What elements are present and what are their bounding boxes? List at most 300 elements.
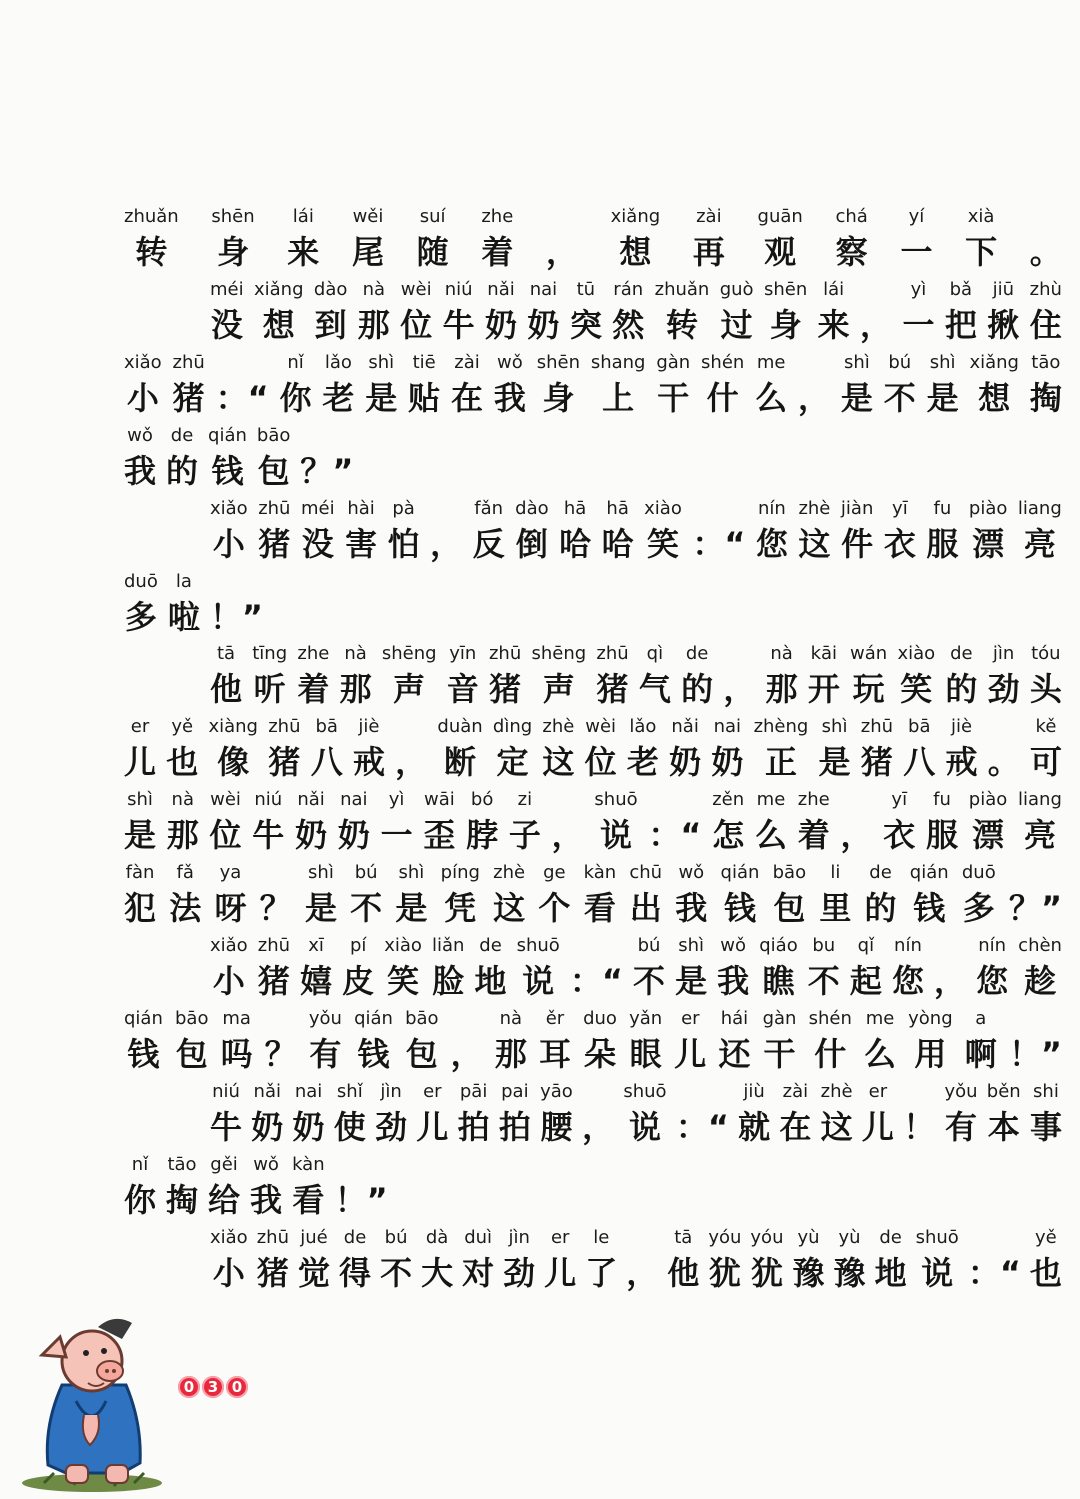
word-with-pinyin bbox=[489, 643, 521, 711]
page-number-digit: 3 bbox=[202, 1376, 224, 1398]
hanzi: 我 bbox=[717, 962, 750, 1000]
hanzi: 猪 bbox=[256, 1253, 289, 1292]
hanzi: 哈 bbox=[559, 524, 592, 563]
word-with-pinyin bbox=[717, 935, 749, 1003]
hanzi: ：“ bbox=[569, 962, 623, 1000]
word-with-pinyin bbox=[633, 935, 665, 1003]
hanzi: 奶 bbox=[251, 1107, 284, 1146]
hanzi: 犯 bbox=[124, 889, 157, 928]
pinyin: bó bbox=[470, 789, 494, 811]
word-with-pinyin bbox=[210, 1081, 242, 1149]
hanzi: ， bbox=[582, 1107, 615, 1146]
hanzi: 定 bbox=[496, 743, 529, 782]
text-line bbox=[124, 352, 1062, 420]
word-with-pinyin bbox=[708, 1227, 741, 1295]
hanzi: 这 bbox=[542, 743, 575, 782]
pinyin: ge bbox=[543, 862, 566, 884]
word-with-pinyin bbox=[759, 935, 797, 1003]
hanzi: 八 bbox=[903, 743, 936, 782]
hanzi: 是 bbox=[124, 816, 157, 855]
hanzi: ， bbox=[626, 1253, 659, 1292]
hanzi: 啊 bbox=[964, 1034, 997, 1073]
punctuation bbox=[216, 352, 269, 420]
word-with-pinyin bbox=[257, 425, 290, 493]
word-with-pinyin bbox=[382, 643, 437, 711]
page-number bbox=[178, 1376, 248, 1398]
pinyin: zhe bbox=[797, 789, 830, 811]
word-with-pinyin bbox=[903, 716, 935, 784]
word-with-pinyin bbox=[656, 352, 690, 420]
pinyin: zhū bbox=[268, 716, 301, 738]
hanzi: 还 bbox=[718, 1034, 751, 1073]
pinyin: qǐ bbox=[857, 935, 875, 956]
hanzi: 倒 bbox=[515, 524, 548, 563]
pinyin: kàn bbox=[292, 1153, 325, 1175]
hanzi: 贴 bbox=[408, 378, 441, 417]
pinyin: yǒu bbox=[308, 1007, 342, 1029]
pinyin: wāi bbox=[423, 789, 455, 811]
pinyin: le bbox=[593, 1226, 610, 1248]
pinyin: jiàn bbox=[840, 497, 874, 519]
text-line bbox=[210, 1081, 1062, 1149]
pinyin: shi bbox=[1033, 1080, 1059, 1102]
hanzi: 位 bbox=[584, 743, 617, 782]
word-with-pinyin bbox=[808, 643, 840, 711]
hanzi: 小 bbox=[212, 962, 245, 1000]
hanzi: 随 bbox=[416, 233, 449, 271]
punctuation bbox=[988, 716, 1020, 784]
pinyin: qián bbox=[208, 424, 247, 446]
word-with-pinyin bbox=[755, 789, 787, 857]
pinyin: jué bbox=[300, 1226, 328, 1248]
word-with-pinyin bbox=[675, 862, 707, 930]
pinyin: zhèng bbox=[753, 716, 809, 738]
word-with-pinyin bbox=[124, 1008, 163, 1076]
hanzi: 我 bbox=[675, 889, 708, 928]
word-with-pinyin bbox=[311, 716, 343, 784]
word-with-pinyin bbox=[754, 716, 809, 784]
pinyin: niú bbox=[254, 789, 283, 811]
pinyin: lǎo bbox=[629, 716, 657, 738]
hanzi: 那 bbox=[339, 670, 372, 709]
hanzi: 皮 bbox=[342, 962, 375, 1000]
word-with-pinyin bbox=[542, 716, 574, 784]
hanzi: 住 bbox=[1029, 305, 1062, 344]
hanzi: 什 bbox=[706, 378, 739, 417]
word-with-pinyin bbox=[515, 498, 548, 566]
word-with-pinyin bbox=[841, 498, 873, 566]
word-with-pinyin bbox=[447, 643, 479, 711]
word-with-pinyin bbox=[493, 716, 532, 784]
pinyin: yì bbox=[388, 789, 405, 811]
word-with-pinyin bbox=[544, 1227, 576, 1295]
hanzi: 然 bbox=[612, 305, 645, 344]
pinyin: wèi bbox=[400, 278, 432, 300]
hanzi: 身 bbox=[216, 233, 249, 271]
word-with-pinyin bbox=[1018, 935, 1062, 1003]
word-with-pinyin bbox=[738, 1081, 770, 1149]
pinyin: wǒ bbox=[720, 935, 747, 956]
hanzi: ？ bbox=[264, 1034, 297, 1073]
hanzi: 尾 bbox=[351, 233, 384, 271]
pinyin: pí bbox=[349, 935, 367, 956]
pinyin: jiū bbox=[992, 278, 1014, 300]
word-with-pinyin bbox=[400, 279, 432, 347]
hanzi: 一 bbox=[380, 816, 413, 855]
word-with-pinyin bbox=[969, 498, 1007, 566]
pinyin: tā bbox=[216, 643, 236, 665]
pinyin: shēng bbox=[381, 643, 437, 665]
pinyin: pà bbox=[392, 497, 415, 519]
word-with-pinyin bbox=[338, 789, 370, 857]
pinyin: ma bbox=[222, 1007, 251, 1029]
word-with-pinyin bbox=[405, 1008, 438, 1076]
hanzi: ？ bbox=[259, 889, 292, 928]
word-with-pinyin bbox=[295, 789, 327, 857]
word-with-pinyin bbox=[926, 789, 958, 857]
pinyin: bāo bbox=[405, 1007, 439, 1029]
hanzi: ， bbox=[723, 670, 756, 709]
word-with-pinyin bbox=[175, 1008, 208, 1076]
hanzi: 钱 bbox=[211, 451, 244, 490]
hanzi: 法 bbox=[169, 889, 202, 928]
hanzi: 奶 bbox=[292, 1107, 325, 1146]
word-with-pinyin bbox=[353, 716, 385, 784]
word-with-pinyin bbox=[862, 1081, 894, 1149]
pinyin: kě bbox=[1035, 716, 1057, 738]
word-with-pinyin bbox=[1030, 1081, 1062, 1149]
word-with-pinyin bbox=[380, 1227, 412, 1295]
word-with-pinyin bbox=[305, 862, 337, 930]
pinyin: xiàng bbox=[208, 716, 258, 738]
pinyin: zhè bbox=[820, 1080, 853, 1102]
hanzi: 呀 bbox=[214, 889, 247, 928]
pinyin: xiǎng bbox=[969, 351, 1019, 373]
hanzi: 来 bbox=[287, 233, 320, 271]
hanzi: 多 bbox=[124, 597, 157, 636]
word-with-pinyin bbox=[210, 1227, 248, 1295]
pinyin: wǒ bbox=[678, 862, 705, 884]
hanzi: ， bbox=[430, 524, 463, 563]
pinyin: piào bbox=[968, 497, 1008, 519]
word-with-pinyin bbox=[350, 862, 382, 930]
pinyin: a bbox=[975, 1007, 987, 1029]
hanzi: 头 bbox=[1029, 670, 1062, 709]
word-with-pinyin bbox=[257, 1227, 289, 1295]
word-with-pinyin bbox=[669, 716, 701, 784]
hanzi: ， bbox=[395, 743, 428, 782]
pinyin: duàn bbox=[437, 716, 483, 738]
hanzi: ！” bbox=[1008, 1034, 1062, 1073]
hanzi: 着 bbox=[797, 816, 830, 855]
pinyin: de bbox=[479, 935, 502, 956]
pinyin: de bbox=[950, 643, 973, 665]
pinyin: ěr bbox=[545, 1007, 565, 1029]
pinyin: gàn bbox=[656, 351, 691, 373]
word-with-pinyin bbox=[340, 643, 372, 711]
pinyin: qì bbox=[646, 643, 664, 665]
pinyin: yóu bbox=[708, 1226, 742, 1248]
pinyin: wěi bbox=[352, 206, 384, 227]
word-with-pinyin bbox=[301, 498, 335, 566]
hanzi: 。 bbox=[987, 743, 1020, 782]
pinyin: shì bbox=[127, 789, 153, 811]
hanzi: 钱 bbox=[127, 1034, 160, 1073]
word-with-pinyin bbox=[721, 862, 760, 930]
pinyin: zhū bbox=[257, 935, 291, 956]
pinyin: nai bbox=[294, 1080, 323, 1102]
pinyin: shuō bbox=[915, 1226, 959, 1248]
pinyin: hā bbox=[563, 497, 587, 519]
word-with-pinyin bbox=[210, 935, 248, 1003]
word-with-pinyin bbox=[384, 935, 422, 1003]
punctuation bbox=[1030, 206, 1062, 274]
hanzi: 儿 bbox=[416, 1107, 449, 1146]
word-with-pinyin bbox=[124, 1154, 156, 1222]
pinyin: dào bbox=[313, 278, 348, 300]
word-with-pinyin bbox=[166, 1154, 198, 1222]
pinyin: lái bbox=[823, 278, 845, 300]
punctuation bbox=[903, 1081, 935, 1149]
pinyin: fu bbox=[933, 497, 952, 519]
hanzi: 是 bbox=[304, 889, 337, 928]
pinyin: yù bbox=[838, 1226, 861, 1248]
word-with-pinyin bbox=[258, 935, 290, 1003]
hanzi: 不 bbox=[380, 1253, 413, 1292]
pinyin: fu bbox=[933, 789, 951, 811]
word-with-pinyin bbox=[841, 352, 873, 420]
pinyin: duo bbox=[583, 1007, 617, 1029]
hanzi: 猪 bbox=[257, 962, 290, 1000]
pinyin: shì bbox=[308, 862, 334, 884]
pinyin: fǎ bbox=[176, 862, 194, 884]
hanzi: 可 bbox=[1029, 743, 1062, 782]
word-with-pinyin bbox=[538, 862, 570, 930]
word-with-pinyin bbox=[897, 643, 935, 711]
word-with-pinyin bbox=[798, 789, 830, 857]
hanzi: ！ bbox=[903, 1107, 936, 1146]
pinyin: hài bbox=[347, 497, 375, 519]
text-line bbox=[124, 1008, 1062, 1076]
punctuation bbox=[676, 1081, 729, 1149]
hanzi: 脖 bbox=[466, 816, 499, 855]
pinyin: zhū bbox=[488, 643, 522, 665]
hanzi: 牛 bbox=[442, 305, 475, 344]
hanzi: 嬉 bbox=[300, 962, 333, 1000]
pinyin: me bbox=[865, 1007, 895, 1029]
hanzi: 想 bbox=[978, 378, 1011, 417]
pinyin: gěi bbox=[210, 1153, 238, 1175]
word-with-pinyin bbox=[210, 279, 244, 347]
hanzi: 大 bbox=[421, 1253, 454, 1292]
pinyin: nà bbox=[344, 643, 367, 665]
pinyin: suí bbox=[419, 206, 446, 227]
hanzi: 吗 bbox=[220, 1034, 253, 1073]
hanzi: 在 bbox=[779, 1107, 812, 1146]
word-with-pinyin bbox=[1030, 643, 1062, 711]
word-with-pinyin bbox=[1018, 789, 1062, 857]
hanzi: 么 bbox=[754, 816, 787, 855]
word-with-pinyin bbox=[612, 279, 644, 347]
word-with-pinyin bbox=[395, 862, 427, 930]
hanzi: 音 bbox=[446, 670, 479, 709]
hanzi: 这 bbox=[820, 1107, 853, 1146]
word-with-pinyin bbox=[916, 1227, 959, 1295]
punctuation bbox=[1009, 862, 1062, 930]
pinyin: jiè bbox=[950, 716, 973, 738]
pinyin: nà bbox=[362, 278, 386, 300]
word-with-pinyin bbox=[309, 1008, 342, 1076]
word-with-pinyin bbox=[674, 1008, 706, 1076]
pinyin: nai bbox=[713, 716, 742, 738]
word-with-pinyin bbox=[365, 352, 397, 420]
hanzi: 不 bbox=[807, 962, 840, 1000]
pinyin: hā bbox=[606, 497, 629, 519]
pinyin: wǒ bbox=[496, 351, 523, 373]
hanzi: 位 bbox=[400, 305, 433, 344]
word-with-pinyin bbox=[432, 935, 464, 1003]
hanzi: ， bbox=[840, 816, 873, 855]
hanzi: 下 bbox=[965, 233, 998, 271]
word-with-pinyin bbox=[539, 1008, 571, 1076]
word-with-pinyin bbox=[210, 643, 242, 711]
word-with-pinyin bbox=[375, 1081, 407, 1149]
hanzi: 在 bbox=[450, 378, 483, 417]
hanzi: 玩 bbox=[852, 670, 885, 709]
word-with-pinyin bbox=[763, 1008, 797, 1076]
hanzi: 干 bbox=[763, 1034, 796, 1073]
text-line bbox=[210, 498, 1062, 566]
pinyin: xiào bbox=[897, 643, 936, 665]
pinyin: shēng bbox=[531, 643, 587, 665]
pinyin: nín bbox=[757, 497, 786, 519]
word-with-pinyin bbox=[441, 862, 480, 930]
pinyin: zhū bbox=[258, 497, 291, 519]
hanzi: 八 bbox=[310, 743, 343, 782]
word-with-pinyin bbox=[1030, 716, 1062, 784]
hanzi: 再 bbox=[692, 233, 725, 271]
hanzi: 奶 bbox=[337, 816, 370, 855]
pinyin: wán bbox=[850, 643, 888, 665]
hanzi: 钱 bbox=[723, 889, 756, 928]
pinyin: nǎi bbox=[487, 278, 515, 300]
pinyin: nai bbox=[340, 789, 368, 811]
hanzi: 趁 bbox=[1024, 962, 1057, 1000]
word-with-pinyin bbox=[475, 935, 507, 1003]
punctuation bbox=[860, 279, 892, 347]
hanzi: 儿 bbox=[544, 1253, 577, 1292]
pinyin: bú bbox=[384, 1226, 408, 1248]
word-with-pinyin bbox=[124, 716, 156, 784]
pinyin: shì bbox=[398, 862, 425, 884]
hanzi: 牛 bbox=[210, 1107, 243, 1146]
hanzi: 漂 bbox=[972, 816, 1005, 855]
pinyin: er bbox=[868, 1080, 888, 1102]
word-with-pinyin bbox=[252, 643, 287, 711]
hanzi: 着 bbox=[297, 670, 330, 709]
word-with-pinyin bbox=[773, 862, 806, 930]
word-with-pinyin bbox=[611, 206, 661, 274]
pinyin: xià bbox=[967, 206, 995, 227]
hanzi: 的 bbox=[945, 670, 978, 709]
word-with-pinyin bbox=[892, 935, 924, 1003]
hanzi: 到 bbox=[314, 305, 347, 344]
hanzi: 说 bbox=[522, 962, 555, 1000]
word-with-pinyin bbox=[494, 352, 526, 420]
page-number-digit: 0 bbox=[226, 1376, 248, 1398]
word-with-pinyin bbox=[208, 716, 258, 784]
hanzi: 什 bbox=[814, 1034, 847, 1073]
hanzi: 劲 bbox=[503, 1253, 536, 1292]
pinyin: chá bbox=[835, 206, 868, 227]
pinyin: lái bbox=[292, 206, 314, 227]
pinyin: zhè bbox=[542, 716, 575, 738]
pinyin: duì bbox=[464, 1226, 493, 1248]
hanzi: 有 bbox=[309, 1034, 342, 1073]
pinyin: ya bbox=[219, 862, 242, 884]
hanzi: ， bbox=[934, 962, 967, 1000]
pinyin: bā bbox=[315, 716, 338, 738]
pinyin: liang bbox=[1018, 789, 1062, 811]
text-line bbox=[124, 862, 1062, 930]
word-with-pinyin bbox=[693, 206, 725, 274]
hanzi: 身 bbox=[769, 305, 802, 344]
pinyin: méi bbox=[210, 278, 244, 300]
hanzi: 眼 bbox=[629, 1034, 662, 1073]
hanzi: ？” bbox=[1008, 889, 1062, 928]
hanzi: 拍 bbox=[498, 1107, 531, 1146]
pinyin: nǐ bbox=[131, 1153, 149, 1175]
pinyin: niú bbox=[444, 278, 473, 300]
word-with-pinyin bbox=[675, 935, 707, 1003]
hanzi: 包 bbox=[773, 889, 806, 928]
punctuation bbox=[723, 643, 755, 711]
hanzi: ！” bbox=[334, 1180, 388, 1219]
hanzi: ， bbox=[860, 305, 893, 344]
word-with-pinyin bbox=[798, 498, 830, 566]
word-with-pinyin bbox=[945, 279, 977, 347]
word-with-pinyin bbox=[517, 935, 560, 1003]
pinyin: gàn bbox=[762, 1007, 797, 1029]
hanzi: 小 bbox=[212, 524, 245, 563]
hanzi: 反 bbox=[472, 524, 505, 563]
pinyin: er bbox=[423, 1080, 442, 1102]
hanzi: 亮 bbox=[1023, 524, 1056, 563]
word-with-pinyin bbox=[334, 1081, 366, 1149]
word-with-pinyin bbox=[764, 279, 807, 347]
hanzi: 我 bbox=[493, 378, 526, 417]
word-with-pinyin bbox=[168, 571, 200, 639]
word-with-pinyin bbox=[988, 643, 1020, 711]
hanzi: 豫 bbox=[792, 1253, 825, 1292]
hanzi: 了 bbox=[585, 1253, 618, 1292]
hanzi: 猪 bbox=[258, 524, 291, 563]
hanzi: 笑 bbox=[646, 524, 679, 563]
hanzi: 小 bbox=[126, 378, 159, 417]
hanzi: 衣 bbox=[883, 816, 916, 855]
pinyin: jìn bbox=[380, 1080, 402, 1102]
pinyin: bāo bbox=[772, 862, 807, 884]
hanzi: 给 bbox=[208, 1180, 241, 1219]
hanzi: 听 bbox=[253, 670, 286, 709]
pinyin: xiào bbox=[384, 935, 422, 956]
punctuation bbox=[570, 935, 623, 1003]
hanzi: ：“ bbox=[675, 1107, 729, 1146]
hanzi: 没 bbox=[301, 524, 334, 563]
pinyin: bu bbox=[812, 935, 836, 956]
hanzi: 脸 bbox=[432, 962, 465, 1000]
pinyin: nǎi bbox=[297, 789, 325, 811]
